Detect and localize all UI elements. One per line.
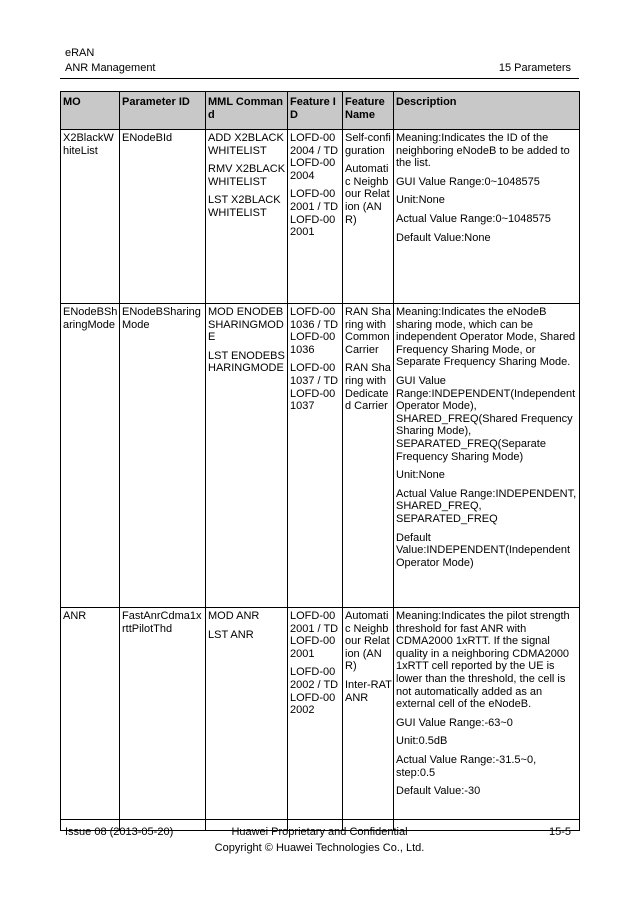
cell-parameter-id: [120, 608, 206, 831]
feature-name: Automatic Neighbour Relation (ANR): [345, 610, 390, 673]
footer-issue: Issue 08 (2013-05-20): [65, 826, 174, 838]
footer-rule: [60, 819, 579, 820]
header-product: eRAN: [65, 47, 95, 59]
feature-name: RAN Sharing with Common Carrier: [345, 306, 391, 356]
mml-command: RMV X2BLACKWHITELIST: [208, 163, 286, 188]
description-default: Default Value:-30: [396, 785, 481, 798]
header-chapter: 15 Parameters: [498, 62, 571, 74]
parameter-id-value: FastAnrCdma1xrttPilotThd: [122, 610, 202, 635]
description-gui-range: GUI Value Range:0~1048575: [396, 175, 540, 188]
mo-value: X2BlackWhiteList: [63, 132, 114, 157]
cell-mo: [61, 130, 120, 304]
description-default: Default Value:INDEPENDENT(Independent Operator Mode): [396, 531, 571, 569]
mml-command: MOD ANR: [208, 610, 260, 622]
cell-feature-name: [343, 608, 394, 831]
mml-command: ADD X2BLACKWHITELIST: [208, 132, 284, 157]
feature-name: Inter-RAT ANR: [345, 678, 392, 704]
description-unit: Unit:0.5dB: [396, 735, 448, 748]
feature-id: LOFD-002001 / TDLOFD-002001: [290, 188, 339, 239]
cell-description: [394, 130, 580, 304]
cell-feature-id: [288, 130, 343, 304]
table-row: [61, 608, 580, 831]
cell-mml-command: [206, 304, 288, 608]
feature-id: LOFD-002002 / TDLOFD-002002: [290, 666, 339, 717]
parameter-id-value: ENodeBSharingMode: [122, 306, 201, 331]
column-header-feature-name: Feature Name: [343, 92, 394, 130]
cell-description: [394, 608, 580, 831]
feature-id: LOFD-002004 / TDLOFD-002004: [290, 132, 339, 182]
description-unit: Unit:None: [396, 469, 445, 482]
description-actual-range: Actual Value Range:0~1048575: [396, 212, 551, 225]
table-row: [61, 130, 580, 304]
cell-feature-name: [343, 130, 394, 304]
description-actual-range: Actual Value Range:-31.5~0, step:0.5: [396, 753, 537, 779]
description-gui-range: GUI Value Range:-63~0: [396, 716, 513, 729]
column-header-description: Description: [394, 92, 580, 130]
feature-name: RAN Sharing with Dedicated Carrier: [345, 362, 391, 413]
cell-parameter-id: [120, 304, 206, 608]
table-header-row: [61, 92, 580, 130]
feature-id: LOFD-002001 / TDLOFD-002001: [290, 610, 339, 660]
feature-id: LOFD-001037 / TDLOFD-001037: [290, 362, 339, 413]
column-header-mml-command: MML Command: [206, 92, 288, 130]
column-header-feature-id: Feature ID: [288, 92, 343, 130]
mml-command: LST ENODEBSHARINGMODE: [208, 349, 285, 375]
parameter-id-value: ENodeBId: [122, 132, 173, 144]
feature-name: Automatic Neighbour Relation (ANR): [345, 163, 390, 226]
mo-value: ENodeBSharingMode: [63, 306, 118, 331]
description-gui-range: GUI Value Range:INDEPENDENT(Independent Operator Mode), SHARED_FREQ(Shared Frequency Sharing Mode), SEPARATED_FREQ(Separate Frequency Sharing Mode): [396, 374, 576, 463]
description-default: Default Value:None: [396, 231, 491, 244]
cell-description: [394, 304, 580, 608]
table-row: [61, 304, 580, 608]
description-meaning: Meaning:Indicates the eNodeB sharing mode, which can be independent Operator Mode, Shared Frequency Sharing Mode, or Separate Frequency Sharing Mode.: [396, 306, 576, 369]
feature-id: LOFD-001036 / TDLOFD-001036: [290, 306, 339, 356]
cell-feature-id: [288, 608, 343, 831]
cell-feature-name: [343, 304, 394, 608]
column-header-mo: MO: [61, 92, 120, 130]
column-header-parameter-id: Parameter ID: [120, 92, 206, 130]
feature-name: Self-configuration: [345, 132, 391, 157]
mo-value: ANR: [63, 610, 87, 622]
description-meaning: Meaning:Indicates the ID of the neighboring eNodeB to be added to the list.: [396, 132, 570, 170]
cell-feature-id: [288, 304, 343, 608]
footer-page-number: 15-5: [548, 826, 571, 838]
cell-mml-command: [206, 608, 288, 831]
description-unit: Unit:None: [396, 194, 445, 207]
header-rule: [60, 78, 579, 79]
header-document-title: ANR Management: [65, 62, 156, 74]
mml-command: MOD ENODEBSHARINGMODE: [208, 306, 284, 344]
description-actual-range: Actual Value Range:INDEPENDENT, SHARED_FREQ, SEPARATED_FREQ: [396, 487, 577, 525]
cell-parameter-id: [120, 130, 206, 304]
mml-command: LST X2BLACKWHITELIST: [208, 194, 281, 219]
cell-mo: [61, 608, 120, 831]
cell-mo: [61, 304, 120, 608]
footer-copyright: Copyright © Huawei Technologies Co., Ltd.: [214, 842, 425, 854]
parameter-table: [60, 91, 580, 831]
mml-command: LST ANR: [208, 628, 254, 641]
cell-mml-command: [206, 130, 288, 304]
description-meaning: Meaning:Indicates the pilot strength threshold for fast ANR with CDMA2000 1xRTT. If the signal quality in a neighboring CDMA2000 1xRTT cell reported by the UE is lower than the threshold, the cell is not automatically added as an external cell of the eNodeB.: [396, 610, 570, 711]
footer-proprietary: Huawei Proprietary and Confidential: [231, 826, 408, 838]
